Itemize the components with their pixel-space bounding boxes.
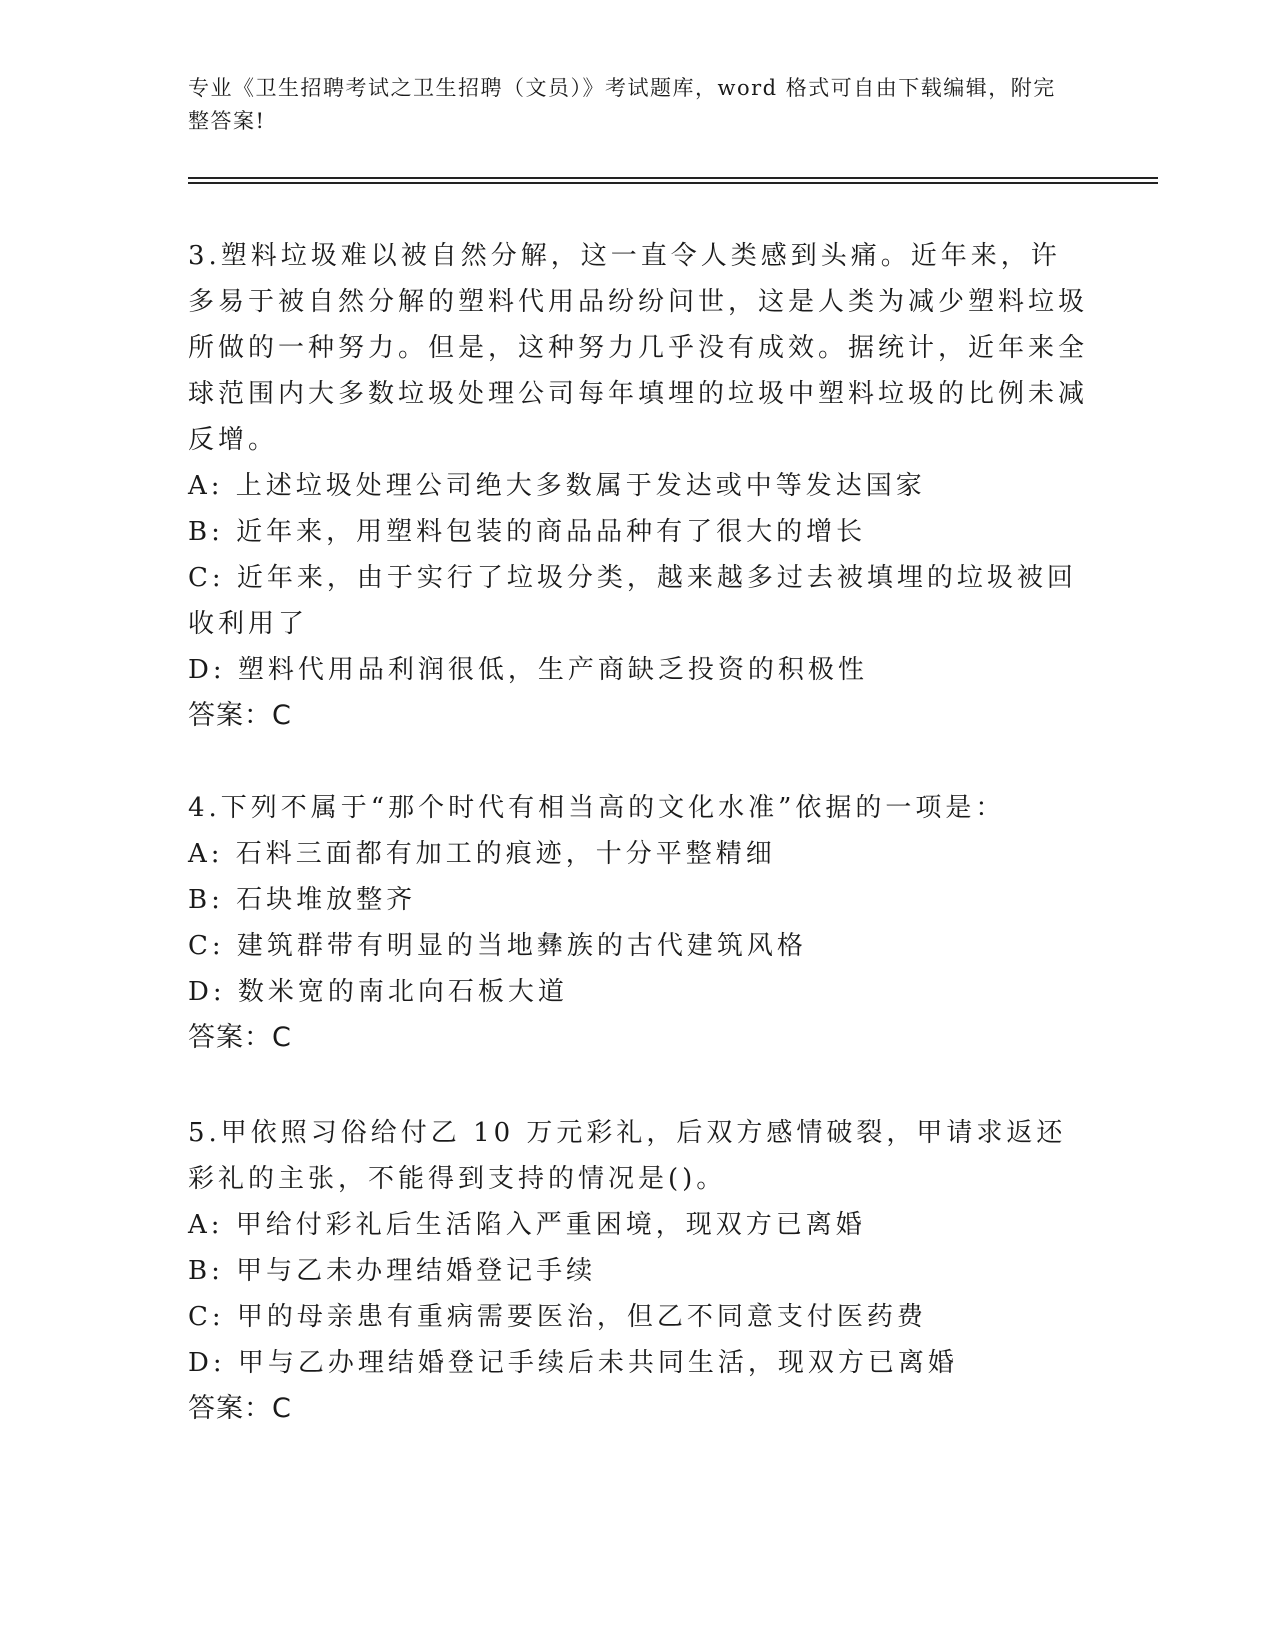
answer-label: 答案：C [188,700,292,731]
option-b: B: 石块堆放整齐 [188,885,417,915]
option-c: C: 近年来，由于实行了垃圾分类，越来越多过去被填埋的垃圾被回收利用了 [188,563,1077,639]
document-header: 专业《卫生招聘考试之卫生招聘（文员）》考试题库，word 格式可自由下载编辑，附完整答案! [188,76,1056,133]
option-d: D: 塑料代用品利润很低，生产商缺乏投资的积极性 [188,655,868,685]
option-d: D: 甲与乙办理结婚登记手续后未共同生活，现双方已离婚 [188,1348,958,1378]
question-3 [188,233,1088,739]
header-divider-top [188,177,1158,179]
option-d: D: 数米宽的南北向石板大道 [188,977,568,1007]
answer-label: 答案：C [188,1393,292,1424]
answer-label: 答案：C [188,1022,292,1053]
question-stem: 5.甲依照习俗给付乙 10 万元彩礼，后双方感情破裂，甲请求返还彩礼的主张，不能得到支持的情况是()。 [188,1118,1067,1194]
option-b: B: 近年来，用塑料包装的商品品种有了很大的增长 [188,517,867,547]
option-c: C: 甲的母亲患有重病需要医治，但乙不同意支付医药费 [188,1302,927,1332]
option-c: C: 建筑群带有明显的当地彝族的古代建筑风格 [188,931,807,961]
header-divider-bottom [188,182,1158,184]
option-a: A: 石料三面都有加工的痕迹，十分平整精细 [188,839,776,869]
option-a: A: 甲给付彩礼后生活陷入严重困境，现双方已离婚 [188,1210,866,1240]
question-stem: 3.塑料垃圾难以被自然分解，这一直令人类感到头痛。近年来，许多易于被自然分解的塑料代用品纷纷问世，这是人类为减少塑料垃圾所做的一种努力。但是，这种努力几乎没有成效。据统计，近年来全球范围内大多数垃圾处理公司每年填埋的垃圾中塑料垃圾的比例未减反增。 [188,241,1089,455]
option-a: A: 上述垃圾处理公司绝大多数属于发达或中等发达国家 [188,471,926,501]
question-5 [188,1110,1088,1432]
question-stem: 4.下列不属于“那个时代有相当高的文化水准”依据的一项是： [188,793,1006,823]
question-4 [188,785,1088,1061]
option-b: B: 甲与乙未办理结婚登记手续 [188,1256,597,1286]
